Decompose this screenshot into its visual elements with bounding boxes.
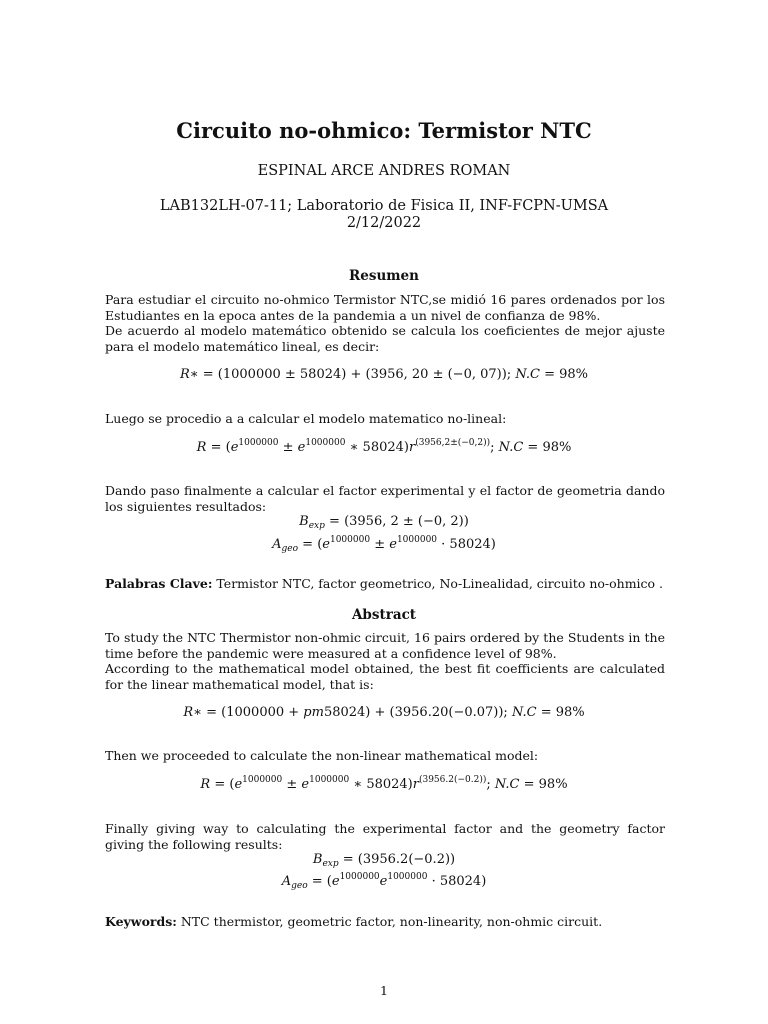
eq-symbol: e: [297, 440, 306, 455]
abstract-heading: Abstract: [351, 607, 417, 623]
eq-symbol: R∗: [180, 367, 199, 382]
eq-subscript: exp: [308, 521, 325, 531]
eq-text: ∗ 58024): [349, 777, 413, 792]
abstract-equation-nonlinear: [0, 777, 768, 793]
eq-exponent: 1000000: [329, 535, 371, 545]
affiliation-block: [0, 198, 768, 232]
eq-symbol: R∗: [183, 705, 202, 720]
abstract-text-1: To study the NTC Thermistor non-ohmic circuit, 16 pairs ordered by the Students in the time before the pandemic were measured at a confidence level of 98%.: [105, 630, 665, 661]
eq-subscript: exp: [322, 859, 339, 869]
resumen-paragraph-4: Dando paso finalmente a calcular el factor experimental y el factor de geometria dando los siguientes resultados:: [105, 483, 665, 514]
eq-symbol: B: [312, 852, 323, 867]
eq-symbol: R: [196, 440, 207, 455]
author-name: ESPINAL ARCE ANDRES ROMAN: [257, 163, 511, 179]
eq-text: = (: [210, 777, 235, 792]
eq-text: = 98%: [539, 367, 588, 382]
keywords-text: NTC thermistor, geometric factor, non-linearity, non-ohmic circuit.: [176, 914, 603, 929]
abstract-equation-ageo: [0, 874, 768, 890]
eq-symbol: R: [200, 777, 211, 792]
eq-symbol: e: [322, 537, 330, 552]
resumen-text-1: Para estudiar el circuito no-ohmico Termistor NTC,se midió 16 pares ordenados por los Estudiantes en la epoca antes de la pandemia a un nivel de confianza de 98%.: [105, 292, 665, 323]
keywords-label: Keywords:: [105, 914, 177, 929]
date: 2/12/2022: [346, 215, 422, 231]
eq-text: = (: [298, 537, 323, 552]
eq-exponent: 1000000: [305, 438, 346, 448]
eq-exponent: 1000000: [387, 872, 428, 882]
eq-symbol: N.C: [515, 367, 540, 382]
abstract-paragraph-3: Then we proceeded to calculate the non-linear mathematical model:: [105, 748, 539, 763]
resumen-equation-bexp: [0, 514, 768, 530]
eq-symbol: B: [299, 514, 309, 529]
eq-symbol: N.C: [511, 705, 537, 720]
eq-text: ±: [278, 440, 298, 455]
eq-symbol: e: [379, 874, 388, 889]
resumen-equation-nonlinear: [0, 440, 768, 456]
eq-symbol: A: [272, 537, 282, 552]
abstract-text-2: According to the mathematical model obtained, the best fit coefficients are calculated for the linear mathematical model, that is:: [105, 661, 665, 692]
paper-title: Circuito no-ohmico: Termistor NTC: [176, 118, 592, 143]
eq-text: = (: [206, 440, 231, 455]
eq-text: ;: [486, 777, 495, 792]
eq-exponent: 1000000: [309, 775, 350, 785]
resumen-text-2: De acuerdo al modelo matemático obtenido se calcula los coeficientes de mejor ajuste para el modelo matemático lineal, es decir:: [105, 323, 665, 354]
eq-exponent: (3956.2(−0.2)): [418, 775, 487, 785]
eq-symbol: r: [412, 777, 419, 792]
eq-exponent: 1000000: [339, 872, 380, 882]
eq-symbol: e: [230, 440, 239, 455]
affiliation: LAB132LH-07-11; Laboratorio de Fisica II, INF-FCPN-UMSA: [159, 198, 609, 214]
abstract-equation-bexp: [0, 852, 768, 868]
eq-exponent: 1000000: [242, 775, 283, 785]
eq-text: = (1000000 ± 58024) + (3956, 20 ± (−0, 07));: [198, 367, 516, 382]
eq-text: 58024) + (3956.20(−0.07));: [323, 705, 512, 720]
eq-text: · 58024): [427, 874, 487, 889]
eq-symbol: e: [389, 537, 397, 552]
eq-text: = 98%: [523, 440, 572, 455]
eq-subscript: geo: [291, 881, 308, 891]
abstract-paragraph-4: Finally giving way to calculating the experimental factor and the geometry factor giving the following results:: [105, 821, 665, 852]
eq-text: = (: [307, 874, 332, 889]
eq-symbol: A: [281, 874, 292, 889]
keywords: [105, 914, 665, 930]
eq-text: = 98%: [519, 777, 568, 792]
eq-text: = (1000000 +: [202, 705, 304, 720]
palabras-clave: [105, 576, 665, 592]
page-number: 1: [380, 983, 388, 998]
resumen-heading: Resumen: [349, 268, 419, 284]
resumen-paragraph-1: [105, 292, 665, 354]
eq-text: · 58024): [437, 537, 496, 552]
eq-text: ;: [490, 440, 499, 455]
eq-text: = (3956.2(−0.2)): [338, 852, 456, 867]
eq-subscript: geo: [281, 544, 299, 554]
eq-symbol: N.C: [498, 440, 524, 455]
palabras-clave-text: Termistor NTC, factor geometrico, No-Linealidad, circuito no-ohmico .: [212, 576, 664, 591]
resumen-equation-ageo: [0, 537, 768, 553]
abstract-paragraph-1: [105, 630, 665, 692]
eq-symbol: N.C: [494, 777, 520, 792]
palabras-clave-label: Palabras Clave:: [105, 576, 213, 591]
eq-text: ±: [370, 537, 390, 552]
eq-symbol: e: [234, 777, 243, 792]
eq-symbol: pm: [303, 705, 324, 720]
eq-symbol: r: [408, 440, 416, 455]
eq-text: ∗ 58024): [345, 440, 409, 455]
eq-symbol: e: [331, 874, 340, 889]
eq-symbol: e: [301, 777, 310, 792]
eq-exponent: (3956,2±(−0,2)): [415, 438, 491, 448]
eq-exponent: 1000000: [238, 438, 279, 448]
abstract-equation-linear: [0, 705, 768, 721]
eq-text: = 98%: [536, 705, 585, 720]
eq-text: = (3956, 2 ± (−0, 2)): [324, 514, 469, 529]
resumen-equation-linear: [0, 367, 768, 383]
eq-exponent: 1000000: [396, 535, 438, 545]
eq-text: ±: [282, 777, 302, 792]
resumen-paragraph-3: Luego se procedio a a calcular el modelo matematico no-lineal:: [105, 411, 507, 426]
